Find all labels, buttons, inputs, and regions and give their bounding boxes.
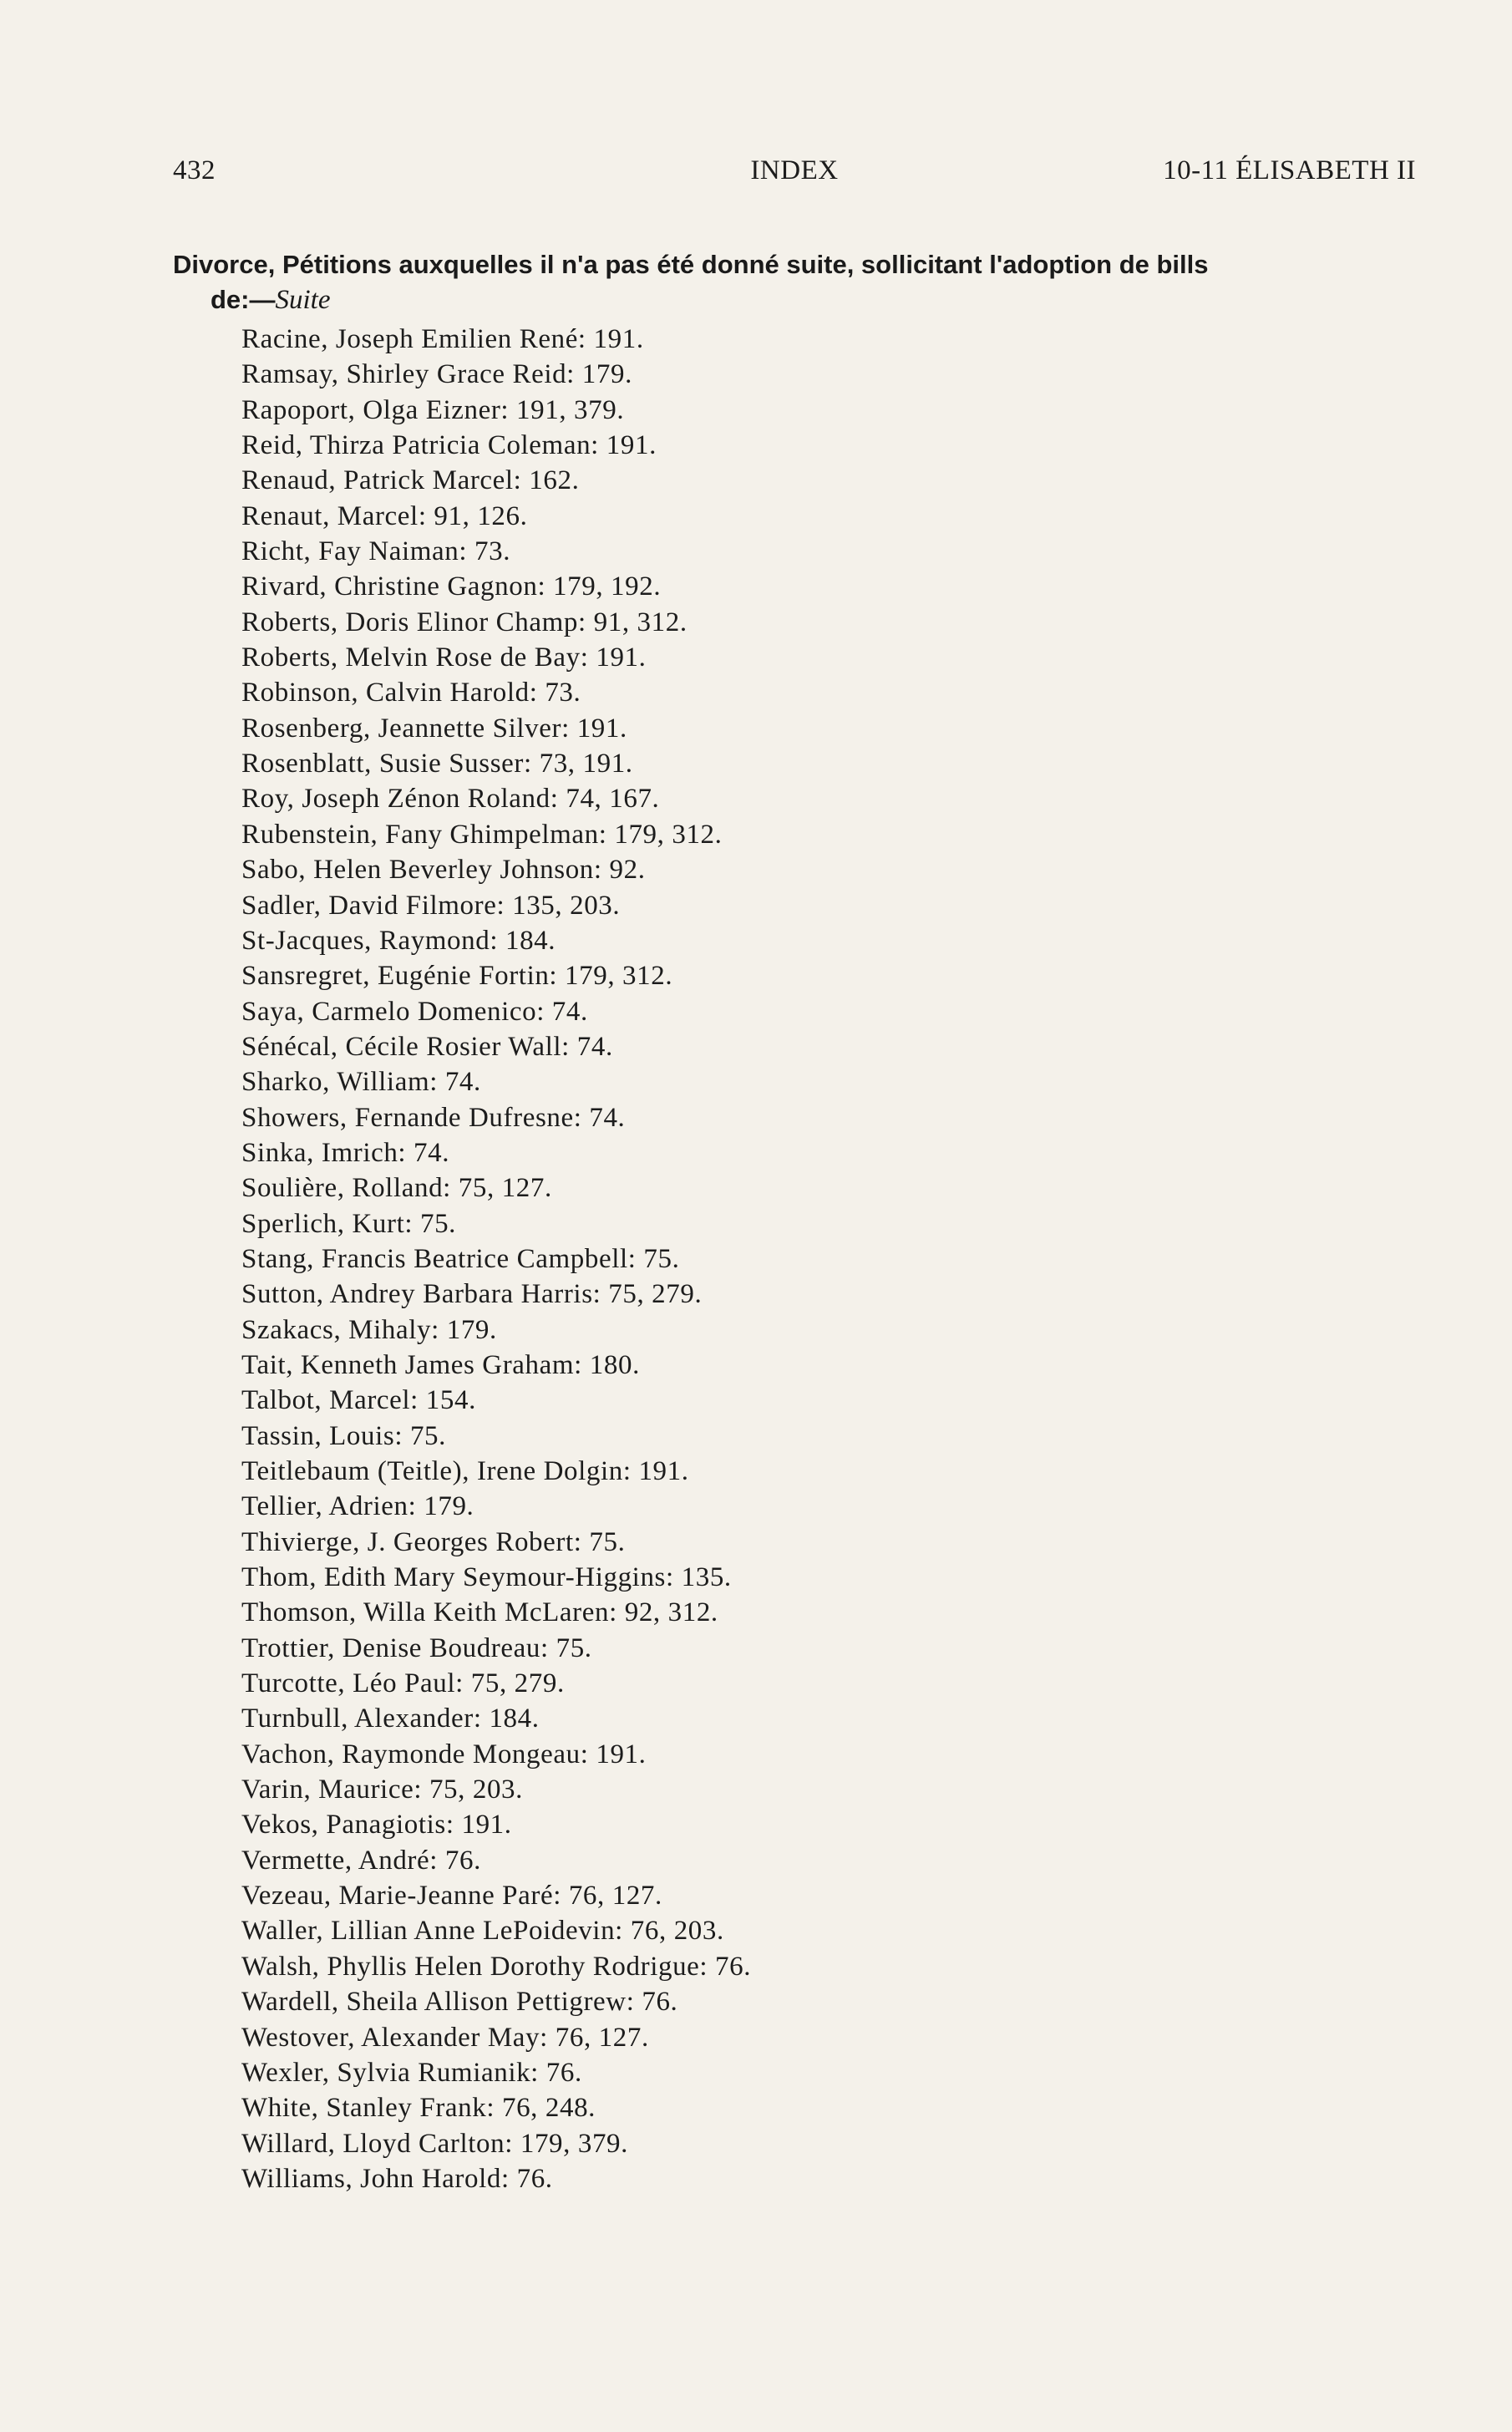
page-number: 432 — [173, 155, 216, 185]
index-entry: Thomson, Willa Keith McLaren: 92, 312. — [241, 1597, 718, 1628]
index-entry: Walsh, Phyllis Helen Dorothy Rodrigue: 76. — [241, 1951, 752, 1982]
index-entry: Teitlebaum (Teitle), Irene Dolgin: 191. — [241, 1456, 689, 1486]
heading-suite: Suite — [275, 285, 331, 315]
heading-line-2 — [173, 282, 1426, 317]
index-entry: Rubenstein, Fany Ghimpelman: 179, 312. — [241, 819, 723, 850]
index-entry: White, Stanley Frank: 76, 248. — [241, 2093, 596, 2124]
index-entry: Tassin, Louis: 75. — [241, 1420, 446, 1451]
index-entry: Varin, Maurice: 75, 203. — [241, 1774, 523, 1805]
index-entry: Talbot, Marcel: 154. — [241, 1385, 476, 1416]
index-entry: Thivierge, J. Georges Robert: 75. — [241, 1526, 626, 1557]
index-entry: Vermette, André: 76. — [241, 1845, 481, 1876]
index-entry: Rivard, Christine Gagnon: 179, 192. — [241, 571, 662, 602]
index-entry: Sansregret, Eugénie Fortin: 179, 312. — [241, 961, 673, 992]
index-entry: Sadler, David Filmore: 135, 203. — [241, 890, 621, 921]
index-entry: Sénécal, Cécile Rosier Wall: 74. — [241, 1031, 613, 1062]
index-entry: Stang, Francis Beatrice Campbell: 75. — [241, 1243, 680, 1274]
index-entry: Roy, Joseph Zénon Roland: 74, 167. — [241, 784, 660, 815]
index-entry: Vezeau, Marie-Jeanne Paré: 76, 127. — [241, 1881, 662, 1912]
running-title: INDEX — [750, 155, 839, 185]
index-entry: Szakacs, Mihaly: 179. — [241, 1314, 497, 1345]
index-entry: Vachon, Raymonde Mongeau: 191. — [241, 1739, 647, 1769]
index-entry-list — [241, 322, 751, 2196]
index-entry: Sinka, Imrich: 74. — [241, 1137, 450, 1168]
index-entry: Rosenblatt, Susie Susser: 73, 191. — [241, 749, 633, 779]
index-entry: Sabo, Helen Beverley Johnson: 92. — [241, 855, 646, 886]
index-entry: Renaut, Marcel: 91, 126. — [241, 500, 528, 531]
index-entry: Trottier, Denise Boudreau: 75. — [241, 1632, 592, 1663]
index-entry: Sutton, Andrey Barbara Harris: 75, 279. — [241, 1279, 703, 1310]
index-entry: Waller, Lillian Anne LePoidevin: 76, 203. — [241, 1916, 724, 1947]
index-entry: Turcotte, Léo Paul: 75, 279. — [241, 1668, 565, 1699]
index-entry: Turnbull, Alexander: 184. — [241, 1703, 540, 1734]
running-header — [173, 155, 1416, 194]
index-entry: Showers, Fernande Dufresne: 74. — [241, 1102, 626, 1133]
index-entry: Rapoport, Olga Eizner: 191, 379. — [241, 394, 625, 425]
index-entry: Reid, Thirza Patricia Coleman: 191. — [241, 430, 657, 461]
index-entry: Saya, Carmelo Domenico: 74. — [241, 996, 588, 1027]
index-entry: Racine, Joseph Emilien René: 191. — [241, 324, 644, 354]
index-entry: Sharko, William: 74. — [241, 1067, 481, 1098]
index-entry: Willard, Lloyd Carlton: 179, 379. — [241, 2128, 628, 2159]
index-entry: Thom, Edith Mary Seymour-Higgins: 135. — [241, 1562, 732, 1593]
index-entry: Wexler, Sylvia Rumianik: 76. — [241, 2057, 582, 2088]
heading-line-1: Divorce, Pétitions auxquelles il n'a pas été donné suite, sollicitant l'adoption de bills — [173, 250, 1209, 279]
index-entry: Renaud, Patrick Marcel: 162. — [241, 465, 580, 496]
index-entry: Westover, Alexander May: 76, 127. — [241, 2022, 649, 2053]
index-entry: Roberts, Melvin Rose de Bay: 191. — [241, 642, 647, 673]
heading-prefix: de:— — [211, 285, 276, 314]
index-entry: St-Jacques, Raymond: 184. — [241, 925, 556, 956]
index-entry: Roberts, Doris Elinor Champ: 91, 312. — [241, 607, 688, 637]
index-entry: Tait, Kenneth James Graham: 180. — [241, 1349, 640, 1380]
section-heading — [173, 247, 1426, 317]
index-entry: Wardell, Sheila Allison Pettigrew: 76. — [241, 1987, 678, 2018]
index-entry: Tellier, Adrien: 179. — [241, 1491, 474, 1522]
index-entry: Sperlich, Kurt: 75. — [241, 1208, 457, 1239]
index-entry: Williams, John Harold: 76. — [241, 2163, 553, 2194]
index-entry: Rosenberg, Jeannette Silver: 191. — [241, 713, 627, 744]
index-entry: Ramsay, Shirley Grace Reid: 179. — [241, 359, 632, 390]
index-entry: Robinson, Calvin Harold: 73. — [241, 678, 581, 708]
index-entry: Vekos, Panagiotis: 191. — [241, 1810, 512, 1841]
index-entry: Soulière, Rolland: 75, 127. — [241, 1173, 552, 1204]
index-entry: Richt, Fay Naiman: 73. — [241, 536, 511, 567]
regnal-year: 10-11 ÉLISABETH II — [1163, 155, 1416, 185]
